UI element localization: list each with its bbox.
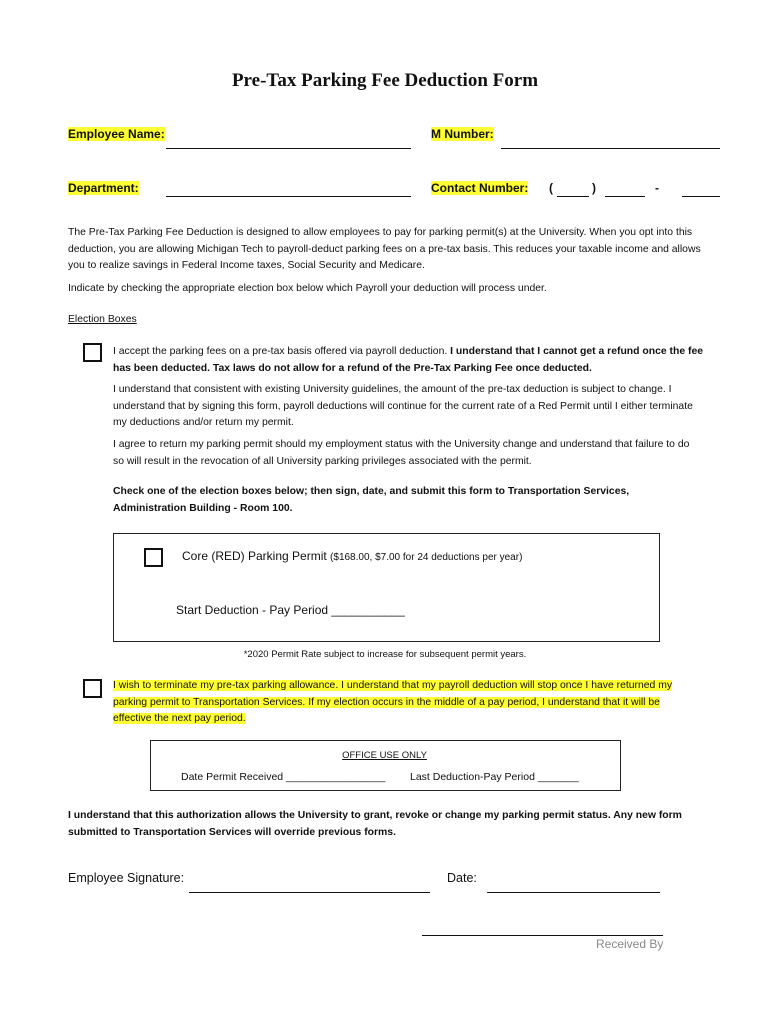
- terminate-paragraph: [113, 678, 678, 728]
- page-title: Pre-Tax Parking Fee Deduction Form: [231, 70, 539, 91]
- return-permit-paragraph: I agree to return my parking permit should my employment status with the University change and understand that failure to do so will result in the revocation of all University parking privileges associated with the permit.: [113, 439, 690, 467]
- phone-area-code-field[interactable]: [557, 196, 589, 197]
- employee-name-label: Employee Name:: [68, 127, 165, 141]
- last-deduction-field: Last Deduction-Pay Period _______: [410, 771, 579, 783]
- received-by-label: Received By: [596, 937, 664, 951]
- phone-close-paren: ): [592, 181, 596, 195]
- terminate-text: I wish to terminate my pre-tax parking allowance. I understand that my payroll deduction will stop once I have returned my parking permit to Transportation Services. If my election occurs in the middle of a pay period, I understand that it will be effective the next pay period.: [113, 680, 673, 724]
- phone-line-field[interactable]: [682, 196, 720, 197]
- m-number-label: M Number:: [431, 127, 494, 141]
- guidelines-paragraph: I understand that consistent with existing University guidelines, the amount of the pre-tax deduction is subject to change. I understand that by signing this form, payroll deductions will continue for the current rate of a Red Permit until I either terminate my deductions and/or return my permit.: [113, 384, 693, 428]
- core-permit-price: ($168.00, $7.00 for 24 deductions per year): [330, 552, 523, 563]
- phone-dash: -: [655, 181, 659, 195]
- employee-signature-field[interactable]: [189, 892, 430, 893]
- received-by-line: [422, 935, 663, 936]
- phone-prefix-field[interactable]: [605, 196, 645, 197]
- date-permit-received-field: Date Permit Received _________________: [181, 771, 386, 783]
- department-label: Department:: [68, 181, 139, 195]
- election-boxes-heading: Election Boxes: [68, 314, 137, 325]
- contact-number-label: Contact Number:: [431, 181, 529, 195]
- accept-refund-text: I understand that I cannot get a refund once the fee has been deducted. Tax laws do not allow for a refund of the Pre-Tax Parking Fee once deducted.: [113, 346, 704, 374]
- core-permit-line: [182, 549, 522, 563]
- core-permit-label: Core (RED) Parking Permit: [182, 549, 327, 563]
- employee-name-field[interactable]: [166, 148, 411, 149]
- election-instruction: Check one of the election boxes below; then sign, date, and submit this form to Transportation Services, Administration Building - Room 100.: [113, 486, 630, 514]
- office-use-box: [150, 740, 621, 791]
- permit-rate-note: *2020 Permit Rate subject to increase for subsequent permit years.: [243, 649, 527, 660]
- department-field[interactable]: [166, 196, 411, 197]
- start-deduction-field[interactable]: Start Deduction - Pay Period ___________: [176, 603, 405, 617]
- accept-text: I accept the parking fees on a pre-tax basis offered via payroll deduction.: [113, 346, 448, 357]
- phone-open-paren: (: [549, 181, 553, 195]
- accept-checkbox[interactable]: [83, 343, 102, 362]
- terminate-checkbox[interactable]: [83, 679, 102, 698]
- indicate-paragraph: Indicate by checking the appropriate election box below which Payroll your deduction will process under.: [68, 283, 547, 294]
- m-number-field[interactable]: [501, 148, 720, 149]
- accept-paragraph: [113, 344, 703, 377]
- intro-paragraph: The Pre-Tax Parking Fee Deduction is designed to allow employees to pay for parking permit(s) at the University. When you opt into this deduction, you are allowing Michigan Tech to payroll-deduct parking fees on a pre-tax basis. This reduces your taxable income and allows you to realize savings in Federal Income taxes, Social Security and Medicare.: [68, 227, 701, 271]
- authorization-paragraph: I understand that this authorization allows the University to grant, revoke or change my parking permit status. Any new form submitted to Transportation Services will override previous forms.: [68, 810, 682, 838]
- date-field[interactable]: [487, 892, 660, 893]
- date-label: Date:: [447, 871, 477, 885]
- employee-signature-label: Employee Signature:: [68, 871, 185, 885]
- office-use-heading: OFFICE USE ONLY: [342, 750, 427, 761]
- core-permit-checkbox[interactable]: [144, 548, 163, 567]
